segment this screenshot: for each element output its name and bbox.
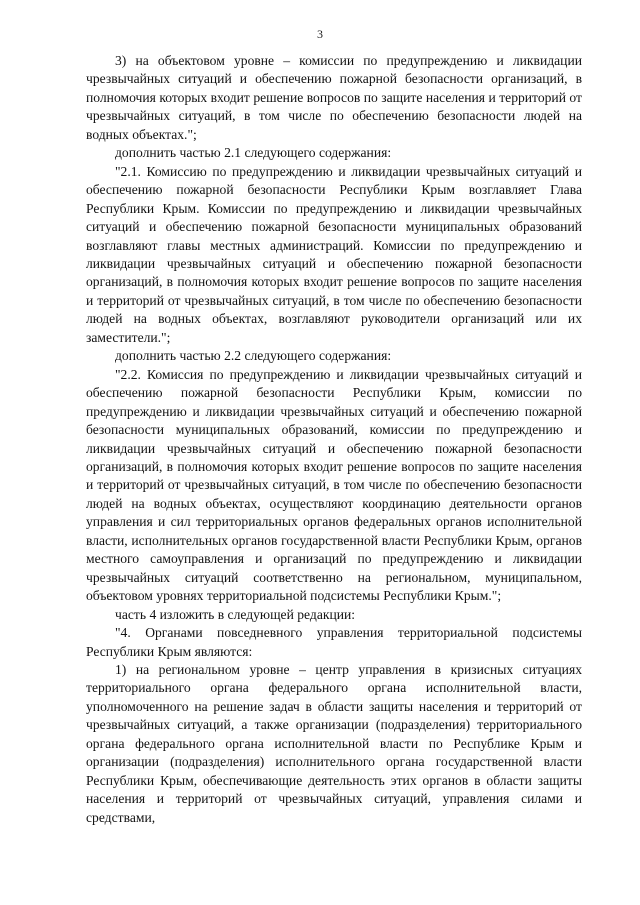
paragraph-part-2-1-text: "2.1. Комиссию по предупреждению и ликвидации чрезвычайных ситуаций и обеспечению пожарной безопасности Республики Крым возглавляет Глава Республики Крым. Комиссии по предупреждению и ликвидации чрезвычайных ситуаций и обеспечению пожарной безопасности муниципальных образований возглавляют главы местных администраций. Комиссии по предупреждению и ликвидации чрезвычайных ситуаций и обеспечению пожарной безопасности организаций, в полномочия которых входит решение вопросов по защите населения и территорий от чрезвычайных ситуаций, в том числе по обеспечению безопасности людей на водных объектах, возглавляют руководители организаций или их заместители."; [86, 163, 582, 345]
page-number: 3 [317, 27, 323, 41]
paragraph-part-4-text: "4. Органами повседневного управления территориальной подсистемы Республики Крым являются: [86, 625, 582, 659]
paragraph-part-2-2-text: "2.2. Комиссия по предупреждению и ликвидации чрезвычайных ситуаций и обеспечению пожарной безопасности Республики Крым, комиссии по предупреждению и ликвидации чрезвычайных ситуаций и обеспечению пожарной безопасности муниципальных образований, комиссии по предупреждению и ликвидации чрезвычайных ситуаций и обеспечению пожарной безопасности организаций, в полномочия которых входит решение вопросов по защите населения и территорий от чрезвычайных ситуаций, в том числе по обеспечению безопасности людей на водных объектах, осуществляют координацию деятельности органов управления и сил территориальных органов федеральных органов исполнительной власти, исполнительных органов государственной власти Республики Крым, органов местного самоуправления и организаций по предупреждению и ликвидации чрезвычайных ситуаций соответственно на региональном, муниципальном, объектовом уровнях территориальной подсистемы Республики Крым."; [86, 366, 582, 604]
paragraph-part-4-edit: часть 4 изложить в следующей редакции: [115, 606, 356, 622]
paragraph-objective-level: 3) на объектовом уровне – комиссии по предупреждению и ликвидации чрезвычайных ситуаций и обеспечению пожарной безопасности организаций, в полномочия которых входит решение вопросов по защите населения и территорий от чрезвычайных ситуаций, в том числе по обеспечению безопасности людей на водных объектах."; [86, 53, 582, 142]
document-body [86, 52, 582, 827]
paragraph-regional-level: 1) на региональном уровне – центр управления в кризисных ситуациях территориального органа федерального органа исполнительной власти, уполномоченного на решение задач в области защиты населения и территорий от чрезвычайных ситуаций, а также организации (подразделения) территориального органа федерального органа исполнительной власти по Республике Крым и организации (подразделения) исполнительного органа государственной власти Республики Крым, обеспечивающие деятельность этих органов в области защиты населения и территорий от чрезвычайных ситуаций, управления силами и средствами, [86, 661, 582, 825]
paragraph-add-part-2-2: дополнить частью 2.2 следующего содержания: [115, 348, 392, 364]
paragraph-add-part-2-1: дополнить частью 2.1 следующего содержания: [115, 145, 392, 161]
